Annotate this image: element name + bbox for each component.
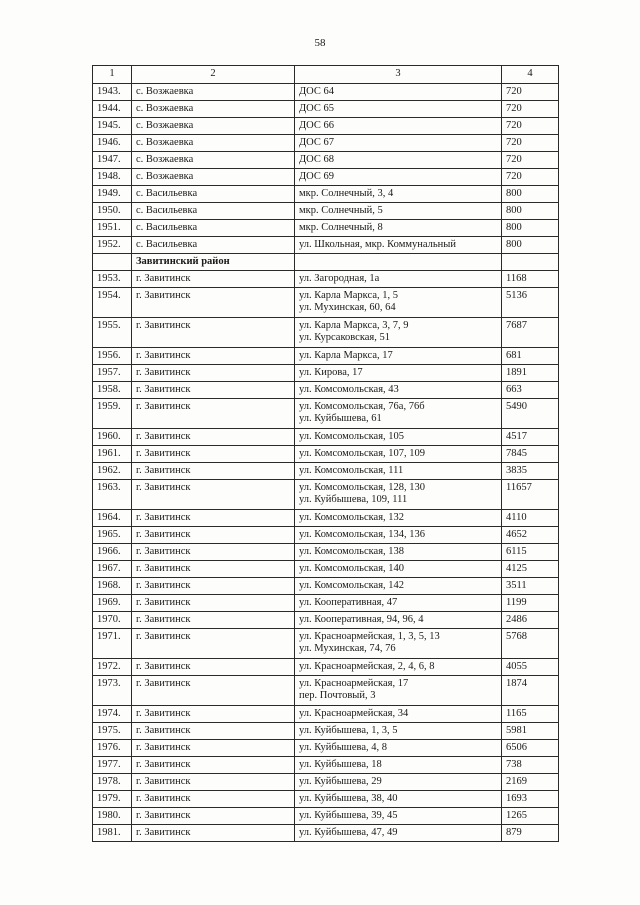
value-cell: 1199: [502, 595, 559, 612]
value-cell: 7687: [502, 318, 559, 348]
table-row: [93, 544, 559, 561]
row-number-cell: 1958.: [93, 382, 132, 399]
value-cell: 2486: [502, 612, 559, 629]
row-number-cell: 1979.: [93, 791, 132, 808]
address-line: ул. Куйбышева, 4, 8: [299, 742, 387, 753]
table-row: [93, 629, 559, 659]
table-row: [93, 825, 559, 842]
address-cell: [295, 318, 502, 348]
address-line: ДОС 66: [299, 120, 335, 131]
locality-cell: г. Завитинск: [132, 365, 295, 382]
locality-cell: г. Завитинск: [132, 463, 295, 480]
row-number-cell: 1975.: [93, 723, 132, 740]
locality-cell: г. Завитинск: [132, 271, 295, 288]
row-number-cell: 1953.: [93, 271, 132, 288]
value-cell: 1874: [502, 676, 559, 706]
locality-cell: г. Завитинск: [132, 288, 295, 318]
row-number-cell: 1966.: [93, 544, 132, 561]
table-row: [93, 348, 559, 365]
address-line: ул. Куйбышева, 18: [299, 759, 382, 770]
row-number-cell: 1944.: [93, 101, 132, 118]
row-number-cell: 1961.: [93, 446, 132, 463]
address-cell: [295, 561, 502, 578]
locality-cell: с. Возжаевка: [132, 118, 295, 135]
address-cell: [295, 429, 502, 446]
address-cell: [295, 629, 502, 659]
row-number-cell: 1973.: [93, 676, 132, 706]
row-number-cell: 1952.: [93, 237, 132, 254]
row-number-cell: 1968.: [93, 578, 132, 595]
row-number-cell: 1962.: [93, 463, 132, 480]
address-line: ДОС 69: [299, 171, 335, 182]
row-number-cell: 1980.: [93, 808, 132, 825]
address-line: ул. Комсомольская, 105: [299, 431, 405, 442]
column-header-2: 2: [132, 66, 295, 84]
address-line: ул. Комсомольская, 128, 130: [299, 482, 426, 493]
locality-cell: г. Завитинск: [132, 740, 295, 757]
value-cell: 1165: [502, 706, 559, 723]
address-cell: [295, 480, 502, 510]
address-line: ул. Мухинская, 60, 64: [299, 302, 396, 313]
table-row: [93, 84, 559, 101]
address-line: пер. Почтовый, 3: [299, 690, 376, 701]
address-line: ул. Комсомольская, 132: [299, 512, 405, 523]
locality-cell: г. Завитинск: [132, 757, 295, 774]
column-header-1: 1: [93, 66, 132, 84]
address-line: ДОС 64: [299, 86, 335, 97]
table-row: [93, 152, 559, 169]
address-line: ул. Комсомольская, 76а, 76б: [299, 401, 425, 412]
locality-cell: г. Завитинск: [132, 723, 295, 740]
row-number-cell: 1977.: [93, 757, 132, 774]
locality-cell: с. Возжаевка: [132, 169, 295, 186]
locality-cell: г. Завитинск: [132, 399, 295, 429]
locality-cell: г. Завитинск: [132, 612, 295, 629]
value-cell: 800: [502, 220, 559, 237]
address-line: ул. Комсомольская, 140: [299, 563, 405, 574]
value-cell: 4125: [502, 561, 559, 578]
address-line: ул. Комсомольская, 142: [299, 580, 405, 591]
locality-cell: г. Завитинск: [132, 527, 295, 544]
address-cell: [295, 118, 502, 135]
address-cell: [295, 101, 502, 118]
address-cell: [295, 612, 502, 629]
row-number-cell: 1945.: [93, 118, 132, 135]
address-cell: [295, 808, 502, 825]
row-number-cell: 1955.: [93, 318, 132, 348]
table-row: [93, 271, 559, 288]
row-number-cell: 1949.: [93, 186, 132, 203]
table-row: [93, 595, 559, 612]
address-cell: [295, 348, 502, 365]
value-cell: 738: [502, 757, 559, 774]
table-row: [93, 382, 559, 399]
row-number-cell: 1947.: [93, 152, 132, 169]
address-cell: [295, 676, 502, 706]
section-row: [93, 254, 559, 271]
address-line: ДОС 65: [299, 103, 335, 114]
value-cell: 4652: [502, 527, 559, 544]
address-line: ул. Куйбышева, 61: [299, 413, 382, 424]
value-cell: 2169: [502, 774, 559, 791]
value-cell: 720: [502, 169, 559, 186]
address-cell: [295, 723, 502, 740]
table-row: [93, 561, 559, 578]
table-row: [93, 186, 559, 203]
address-line: ул. Кооперативная, 94, 96, 4: [299, 614, 424, 625]
address-line: ул. Карла Маркса, 17: [299, 350, 393, 361]
locality-cell: с. Возжаевка: [132, 84, 295, 101]
table-row: [93, 510, 559, 527]
locality-cell: г. Завитинск: [132, 706, 295, 723]
value-cell: 800: [502, 203, 559, 220]
address-cell: [295, 463, 502, 480]
table-row: [93, 706, 559, 723]
value-cell: 6506: [502, 740, 559, 757]
locality-cell: г. Завитинск: [132, 429, 295, 446]
address-cell: [295, 774, 502, 791]
value-cell: 720: [502, 135, 559, 152]
locality-cell: с. Васильевка: [132, 203, 295, 220]
value-cell: 3835: [502, 463, 559, 480]
address-cell: [295, 135, 502, 152]
address-line: ул. Куйбышева, 29: [299, 776, 382, 787]
address-line: ул. Мухинская, 74, 76: [299, 643, 396, 654]
row-number-cell: 1967.: [93, 561, 132, 578]
locality-cell: г. Завитинск: [132, 808, 295, 825]
table-body: [93, 84, 559, 842]
address-cell: [295, 271, 502, 288]
row-number-cell: 1951.: [93, 220, 132, 237]
row-number-cell: 1964.: [93, 510, 132, 527]
table-row: [93, 723, 559, 740]
address-cell: [295, 399, 502, 429]
address-line: ул. Куйбышева, 47, 49: [299, 827, 398, 838]
table-row: [93, 118, 559, 135]
address-cell: [295, 237, 502, 254]
address-line: ул. Кооперативная, 47: [299, 597, 398, 608]
row-number-cell: 1946.: [93, 135, 132, 152]
row-number-cell: 1950.: [93, 203, 132, 220]
address-cell: [295, 706, 502, 723]
locality-cell: г. Завитинск: [132, 595, 295, 612]
locality-cell: г. Завитинск: [132, 510, 295, 527]
table-row: [93, 578, 559, 595]
value-cell: 5981: [502, 723, 559, 740]
address-cell: [295, 757, 502, 774]
value-cell: 663: [502, 382, 559, 399]
column-header-4: 4: [502, 66, 559, 84]
address-line: ул. Комсомольская, 111: [299, 465, 404, 476]
locality-cell: г. Завитинск: [132, 676, 295, 706]
value-cell: 3511: [502, 578, 559, 595]
locality-cell: г. Завитинск: [132, 382, 295, 399]
address-line: ДОС 67: [299, 137, 335, 148]
address-cell: [295, 578, 502, 595]
value-cell: 4110: [502, 510, 559, 527]
address-line: мкр. Солнечный, 5: [299, 205, 383, 216]
address-cell: [295, 254, 502, 271]
value-cell: 800: [502, 186, 559, 203]
locality-cell: г. Завитинск: [132, 318, 295, 348]
value-cell: [502, 254, 559, 271]
table-row: [93, 527, 559, 544]
value-cell: 1265: [502, 808, 559, 825]
locality-cell: г. Завитинск: [132, 774, 295, 791]
address-line: ДОС 68: [299, 154, 335, 165]
row-number-cell: 1974.: [93, 706, 132, 723]
value-cell: 5490: [502, 399, 559, 429]
address-line: ул. Курсаковская, 51: [299, 332, 390, 343]
address-cell: [295, 186, 502, 203]
table-row: [93, 446, 559, 463]
address-cell: [295, 544, 502, 561]
address-line: ул. Школьная, мкр. Коммунальный: [299, 239, 456, 250]
row-number-cell: [93, 254, 132, 271]
locality-cell: с. Васильевка: [132, 220, 295, 237]
value-cell: 1693: [502, 791, 559, 808]
address-cell: [295, 152, 502, 169]
table-row: [93, 237, 559, 254]
value-cell: 720: [502, 152, 559, 169]
address-line: ул. Комсомольская, 134, 136: [299, 529, 426, 540]
address-line: ул. Красноармейская, 1, 3, 5, 13: [299, 631, 440, 642]
table-row: [93, 757, 559, 774]
address-line: ул. Куйбышева, 1, 3, 5: [299, 725, 398, 736]
locality-cell: г. Завитинск: [132, 480, 295, 510]
row-number-cell: 1965.: [93, 527, 132, 544]
address-cell: [295, 510, 502, 527]
locality-cell: с. Васильевка: [132, 186, 295, 203]
column-header-3: 3: [295, 66, 502, 84]
value-cell: 1891: [502, 365, 559, 382]
table-row: [93, 808, 559, 825]
table-row: [93, 774, 559, 791]
value-cell: 720: [502, 101, 559, 118]
row-number-cell: 1971.: [93, 629, 132, 659]
row-number-cell: 1959.: [93, 399, 132, 429]
value-cell: 5768: [502, 629, 559, 659]
address-cell: [295, 203, 502, 220]
locality-cell: с. Васильевка: [132, 237, 295, 254]
value-cell: 720: [502, 118, 559, 135]
locality-cell: г. Завитинск: [132, 578, 295, 595]
locality-cell: г. Завитинск: [132, 446, 295, 463]
value-cell: 5136: [502, 288, 559, 318]
row-number-cell: 1981.: [93, 825, 132, 842]
table-row: [93, 318, 559, 348]
table-row: [93, 220, 559, 237]
table-row: [93, 429, 559, 446]
address-line: ул. Карла Маркса, 1, 5: [299, 290, 398, 301]
locality-cell: г. Завитинск: [132, 629, 295, 659]
address-cell: [295, 659, 502, 676]
table-header: [93, 66, 559, 84]
address-cell: [295, 740, 502, 757]
row-number-cell: 1970.: [93, 612, 132, 629]
value-cell: 6115: [502, 544, 559, 561]
address-line: ул. Куйбышева, 39, 45: [299, 810, 398, 821]
address-cell: [295, 220, 502, 237]
value-cell: 7845: [502, 446, 559, 463]
address-cell: [295, 84, 502, 101]
locality-cell: г. Завитинск: [132, 348, 295, 365]
address-line: ул. Кирова, 17: [299, 367, 363, 378]
address-line: ул. Куйбышева, 109, 111: [299, 494, 408, 505]
table-row: [93, 203, 559, 220]
table-row: [93, 101, 559, 118]
address-cell: [295, 791, 502, 808]
row-number-cell: 1969.: [93, 595, 132, 612]
value-cell: 11657: [502, 480, 559, 510]
table-row: [93, 365, 559, 382]
section-title: Завитинский район: [132, 254, 295, 271]
address-cell: [295, 825, 502, 842]
value-cell: 4517: [502, 429, 559, 446]
address-line: ул. Карла Маркса, 3, 7, 9: [299, 320, 409, 331]
value-cell: 879: [502, 825, 559, 842]
value-cell: 681: [502, 348, 559, 365]
row-number-cell: 1976.: [93, 740, 132, 757]
registry-table: [92, 65, 559, 842]
row-number-cell: 1948.: [93, 169, 132, 186]
row-number-cell: 1963.: [93, 480, 132, 510]
row-number-cell: 1960.: [93, 429, 132, 446]
locality-cell: г. Завитинск: [132, 544, 295, 561]
table-row: [93, 135, 559, 152]
row-number-cell: 1943.: [93, 84, 132, 101]
address-line: ул. Комсомольская, 43: [299, 384, 399, 395]
table-row: [93, 676, 559, 706]
value-cell: 720: [502, 84, 559, 101]
address-line: ул. Загородная, 1а: [299, 273, 380, 284]
table-row: [93, 791, 559, 808]
row-number-cell: 1972.: [93, 659, 132, 676]
locality-cell: с. Возжаевка: [132, 135, 295, 152]
address-line: ул. Куйбышева, 38, 40: [299, 793, 398, 804]
locality-cell: г. Завитинск: [132, 561, 295, 578]
address-line: мкр. Солнечный, 8: [299, 222, 383, 233]
address-cell: [295, 527, 502, 544]
table-row: [93, 463, 559, 480]
address-line: ул. Красноармейская, 17: [299, 678, 409, 689]
table-row: [93, 288, 559, 318]
locality-cell: г. Завитинск: [132, 659, 295, 676]
table-row: [93, 169, 559, 186]
row-number-cell: 1978.: [93, 774, 132, 791]
address-line: ул. Красноармейская, 34: [299, 708, 409, 719]
table-row: [93, 740, 559, 757]
address-line: ул. Комсомольская, 138: [299, 546, 405, 557]
locality-cell: г. Завитинск: [132, 791, 295, 808]
address-line: ул. Красноармейская, 2, 4, 6, 8: [299, 661, 435, 672]
value-cell: 800: [502, 237, 559, 254]
address-cell: [295, 446, 502, 463]
address-cell: [295, 365, 502, 382]
table-row: [93, 659, 559, 676]
locality-cell: с. Возжаевка: [132, 101, 295, 118]
address-cell: [295, 595, 502, 612]
address-line: мкр. Солнечный, 3, 4: [299, 188, 394, 199]
table-row: [93, 399, 559, 429]
address-cell: [295, 288, 502, 318]
row-number-cell: 1954.: [93, 288, 132, 318]
table-row: [93, 480, 559, 510]
row-number-cell: 1957.: [93, 365, 132, 382]
table-row: [93, 612, 559, 629]
address-line: ул. Комсомольская, 107, 109: [299, 448, 426, 459]
page-number: 58: [314, 37, 326, 49]
address-cell: [295, 382, 502, 399]
row-number-cell: 1956.: [93, 348, 132, 365]
address-cell: [295, 169, 502, 186]
value-cell: 4055: [502, 659, 559, 676]
locality-cell: с. Возжаевка: [132, 152, 295, 169]
value-cell: 1168: [502, 271, 559, 288]
locality-cell: г. Завитинск: [132, 825, 295, 842]
